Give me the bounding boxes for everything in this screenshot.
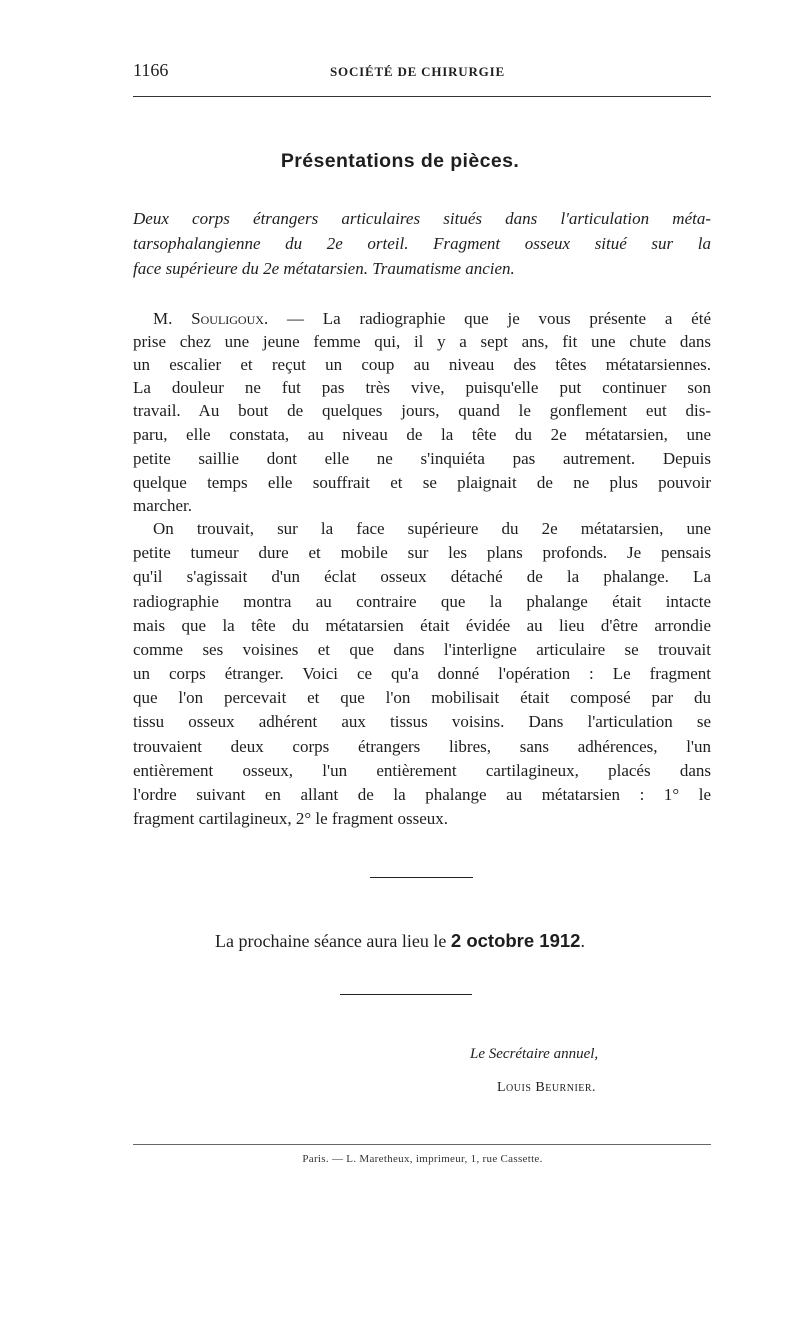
paragraph-line: petite tumeur dure et mobile sur les plans profonds. Je pensais <box>133 543 711 562</box>
speaker-name: Souligoux <box>191 309 264 328</box>
signature-role: Le Secrétaire annuel, <box>470 1046 599 1062</box>
separator-rule <box>340 994 472 995</box>
paragraph-line: prise chez une jeune femme qui, il y a sept ans, fit une chute dans <box>133 332 711 351</box>
footer-rule <box>133 1144 711 1145</box>
section-title: Présentations de pièces. <box>280 150 520 172</box>
speaker-suffix: . — La radiographie que je vous présente a été <box>263 309 711 328</box>
paragraph-line: entièrement osseux, l'un entièrement cartilagineux, placés dans <box>133 761 711 780</box>
paragraph-line: paru, elle constata, au niveau de la tête du 2e métatarsien, une <box>133 425 711 444</box>
paragraph-line: marcher. <box>133 496 192 515</box>
paragraph-line: l'ordre suivant en allant de la phalange au métatarsien : 1° le <box>133 785 711 804</box>
next-session-notice <box>0 930 800 952</box>
paragraph-line: un escalier et reçut un coup au niveau des têtes métatarsiennes. <box>133 355 711 374</box>
next-session-date: 2 octobre 1912 <box>450 930 581 951</box>
paragraph-line: On trouvait, sur la face supérieure du 2e métatarsien, une <box>153 519 711 538</box>
printer-imprint: Paris. — L. Maretheux, imprimeur, 1, rue Cassette. <box>302 1153 543 1165</box>
subtitle-line: tarsophalangienne du 2e orteil. Fragment osseux situé sur la <box>133 234 711 253</box>
paragraph-line: quelque temps elle souffrait et se plaignait de ne plus pouvoir <box>133 473 711 492</box>
subtitle-line: Deux corps étrangers articulaires situés dans l'articulation méta- <box>133 209 711 228</box>
paragraph-line <box>153 309 711 329</box>
next-session-text: La prochaine séance aura lieu le <box>215 931 451 951</box>
paragraph-line: travail. Au bout de quelques jours, quand le gonflement eut dis- <box>133 401 711 420</box>
page-number: 1166 <box>133 60 169 80</box>
paragraph-line: comme ses voisines et que dans l'interligne articulaire se trouvait <box>133 640 711 659</box>
paragraph-line: tissu osseux adhérent aux tissus voisins. Dans l'articulation se <box>133 712 711 731</box>
paragraph-line: radiographie montra au contraire que la phalange était intacte <box>133 592 711 611</box>
paragraph-line: qu'il s'agissait d'un éclat osseux détaché de la phalange. La <box>133 567 711 586</box>
paragraph-line: trouvaient deux corps étrangers libres, sans adhérences, l'un <box>133 737 711 756</box>
paragraph-line: un corps étranger. Voici ce qu'a donné l'opération : Le fragment <box>133 664 711 683</box>
signature-name: Louis Beurnier. <box>497 1080 597 1095</box>
paragraph-line: que l'on percevait et que l'on mobilisait était composé par du <box>133 688 711 707</box>
next-session-end: . <box>580 931 585 951</box>
speaker-prefix: M. <box>153 309 192 328</box>
running-head: SOCIÉTÉ DE CHIRURGIE <box>330 64 505 79</box>
paragraph-line: mais que la tête du métatarsien était évidée au lieu d'être arrondie <box>133 616 711 635</box>
subtitle-line: face supérieure du 2e métatarsien. Traumatisme ancien. <box>133 259 515 278</box>
header-rule <box>133 96 711 97</box>
paragraph-line: fragment cartilagineux, 2° le fragment osseux. <box>133 809 449 828</box>
separator-rule <box>370 877 473 878</box>
paragraph-line: La douleur ne fut pas très vive, puisqu'elle put continuer son <box>133 378 711 397</box>
paragraph-line: petite saillie dont elle ne s'inquiéta pas autrement. Depuis <box>133 449 711 468</box>
